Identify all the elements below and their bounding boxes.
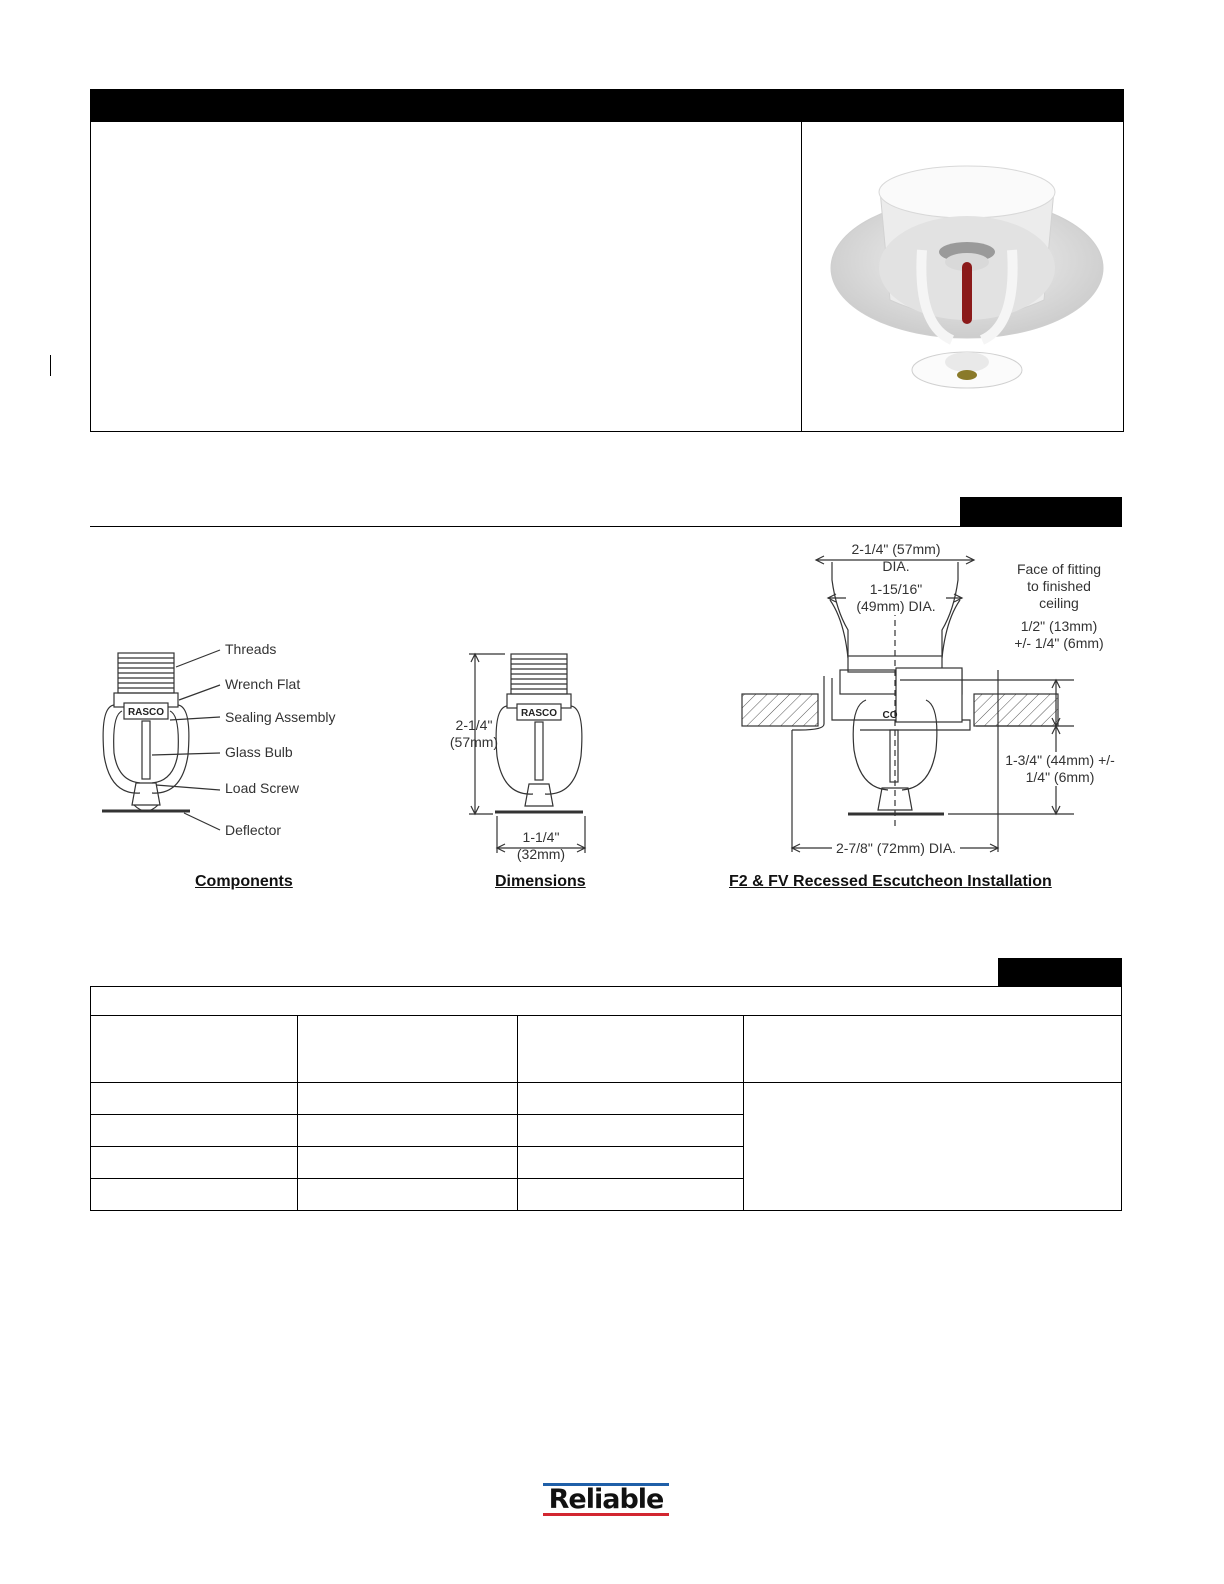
- width-dim-line2: (32mm): [516, 846, 566, 862]
- revision-change-bar: [50, 355, 51, 376]
- section-tab: [960, 497, 1122, 527]
- caption-installation: F2 & FV Recessed Escutcheon Installation: [729, 873, 1052, 890]
- drop-dim-line1: 1-3/4" (44mm) +/-: [1005, 752, 1115, 768]
- face-dim-line1: 1/2" (13mm): [1020, 618, 1098, 634]
- face-of-fitting-dimension: [1009, 618, 1109, 652]
- face-note-line3: ceiling: [1039, 595, 1079, 611]
- table-row-rule: [90, 1114, 744, 1115]
- face-of-fitting-note: [1009, 561, 1109, 612]
- label-wrench-flat: Wrench Flat: [225, 676, 301, 692]
- inner-dia-line1: 1-15/16": [869, 581, 923, 597]
- caption-dimensions: Dimensions: [495, 873, 586, 890]
- label-load-screw: Load Screw: [225, 780, 299, 796]
- outer-dia-line2: DIA.: [882, 558, 910, 574]
- height-dim-line2: (57mm): [449, 734, 499, 750]
- label-threads: Threads: [225, 641, 277, 657]
- glass-bulb: [962, 262, 972, 324]
- table-row-rule: [90, 1146, 744, 1147]
- drop-dim-line2: 1/4" (6mm): [1025, 769, 1095, 785]
- inner-dia-dimension: [846, 581, 946, 615]
- sprinkler-product-photo: [822, 150, 1112, 400]
- caption-components: Components: [195, 873, 293, 890]
- box-divider: [801, 122, 802, 432]
- section-tab: [998, 958, 1122, 987]
- label-sealing-assembly: Sealing Assembly: [225, 709, 336, 725]
- drop-dimension: [1001, 752, 1119, 786]
- table-row-rule: [90, 1082, 1122, 1083]
- height-dimension: [448, 717, 500, 751]
- height-dim-line1: 2-1/4": [455, 717, 493, 733]
- logo-text: Reliable: [548, 1484, 664, 1515]
- width-dimension: [510, 829, 572, 863]
- components-drawing: [100, 645, 240, 835]
- face-note-line1: Face of fitting: [1016, 561, 1102, 577]
- table-header-rule: [90, 1015, 1122, 1016]
- brand-mark: CO: [882, 710, 898, 721]
- table-column-rule: [517, 1015, 518, 1211]
- table-column-rule: [297, 1015, 298, 1211]
- table-column-rule: [743, 1015, 744, 1211]
- face-dim-line2: +/- 1/4" (6mm): [1014, 635, 1104, 651]
- dimensions-drawing: [465, 648, 595, 858]
- inner-dia-line2: (49mm) DIA.: [856, 598, 936, 614]
- outer-dia-line1: 2-1/4" (57mm): [851, 541, 941, 557]
- header-bar: [90, 89, 1124, 122]
- outer-dia-dimension: [846, 541, 946, 575]
- brand-mark: RASCO: [520, 708, 558, 719]
- face-note-line2: to finished: [1027, 578, 1091, 594]
- table-row-rule: [90, 1178, 744, 1179]
- label-glass-bulb: Glass Bulb: [225, 744, 293, 760]
- width-dim-line1: 1-1/4": [522, 829, 560, 845]
- brand-mark: RASCO: [127, 707, 165, 718]
- reliable-logo: [543, 1483, 669, 1516]
- label-deflector: Deflector: [225, 822, 282, 838]
- escutcheon-dia-dimension: 2-7/8" (72mm) DIA.: [832, 840, 960, 857]
